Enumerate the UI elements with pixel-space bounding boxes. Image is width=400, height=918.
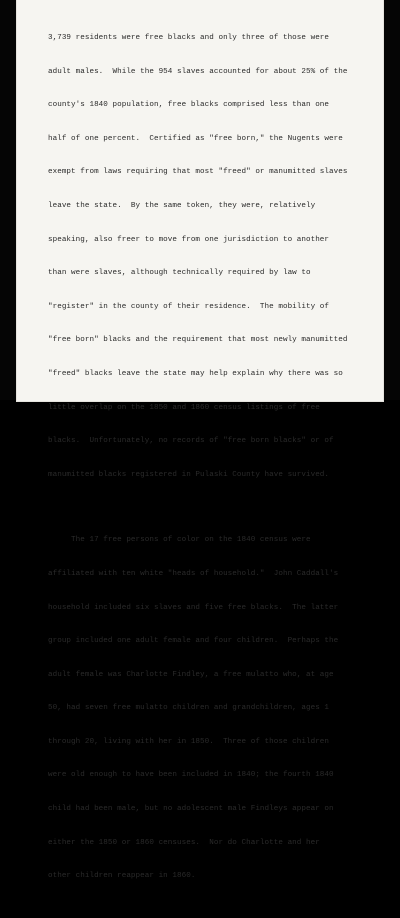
document-page <box>16 0 384 881</box>
text-line: child had been male, but no adolescent male Findleys appear on <box>48 805 334 814</box>
paragraph-2 <box>48 516 382 902</box>
text-line: than were slaves, although technically required by law to <box>48 269 311 278</box>
text-line: "free born" blacks and the requirement that most newly manumitted <box>48 336 348 345</box>
text-line: adult males. While the 954 slaves accounted for about 25% of the <box>48 67 348 76</box>
text-line: county's 1840 population, free blacks comprised less than one <box>48 101 330 110</box>
text-line: adult female was Charlotte Findley, a free mulatto who, at age <box>48 670 334 679</box>
text-line: leave the state. By the same token, they were, relatively <box>48 201 316 210</box>
text-line: half of one percent. Certified as "free born," the Nugents were <box>48 134 343 143</box>
text-line: exempt from laws requiring that most "freed" or manumitted slaves <box>48 168 348 177</box>
text-line: The 17 free persons of color on the 1840 census were <box>48 536 311 545</box>
text-line: affiliated with ten white "heads of household." John Caddall's <box>48 569 339 578</box>
text-line: "register" in the county of their residence. The mobility of <box>48 302 330 311</box>
text-line: speaking, also freer to move from one jurisdiction to another <box>48 235 330 244</box>
text-line: through 20, living with her in 1850. Three of those children <box>48 737 330 746</box>
text-line: 3,739 residents were free blacks and only three of those were <box>48 34 330 42</box>
text-line: manumitted blacks registered in Pulaski County have survived. <box>48 470 330 479</box>
text-line: blacks. Unfortunately, no records of "free born blacks" or of <box>48 437 334 446</box>
text-line: were old enough to have been included in 1840; the fourth 1840 <box>48 771 334 780</box>
document-text <box>48 0 382 918</box>
text-line: either the 1850 or 1860 censuses. Nor do Charlotte and her <box>48 838 320 847</box>
text-line: 50, had seven free mulatto children and grandchildren, ages 1 <box>48 704 330 713</box>
text-line: household included six slaves and five free blacks. The latter <box>48 603 339 612</box>
paragraph-1 <box>48 14 382 500</box>
text-line: little overlap on the 1850 and 1860 census listings of free <box>48 403 320 412</box>
text-line: "freed" blacks leave the state may help explain why there was so <box>48 369 343 378</box>
text-line: group included one adult female and four children. Perhaps the <box>48 637 339 646</box>
text-line: other children reappear in 1860. <box>48 872 196 881</box>
